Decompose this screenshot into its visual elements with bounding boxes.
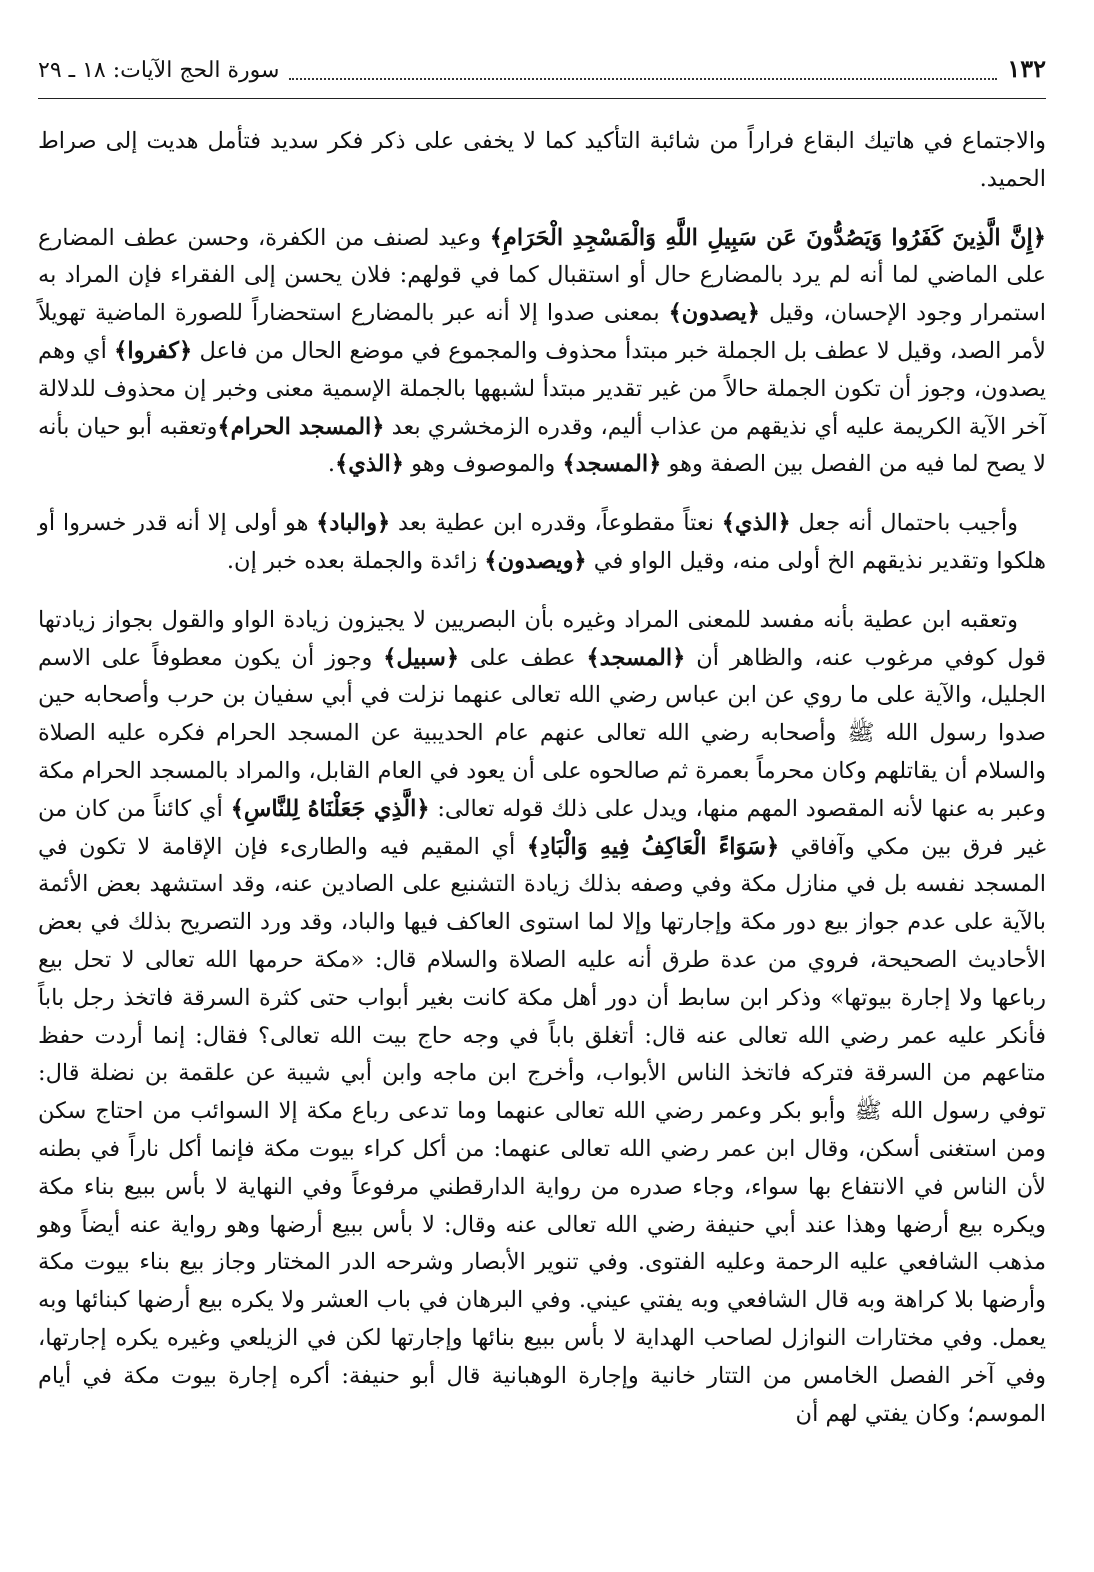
running-header <box>38 52 1046 99</box>
commentary-text: وأجيب باحتمال أنه جعل <box>790 510 1018 537</box>
quran-quote: ﴿والباد﴾ <box>316 510 391 537</box>
quran-quote: ﴿الذي﴾ <box>335 451 404 478</box>
commentary-text: هو أولى إلا أنه قدر خسروا أو هلكوا وتقدير نذيقهم الخ أولى منه، وقيل الواو في <box>38 510 1046 574</box>
quran-quote: ﴿سبيل﴾ <box>383 644 460 671</box>
commentary-text: وتعقبه أبو حيان بأنه لا يصح لما فيه من الفصل بين الصفة وهو <box>38 413 1046 478</box>
leader-dots <box>289 64 997 80</box>
commentary-text: وعيد لصنف من الكفرة، وحسن عطف المضارع على الماضي لما أنه لم يرد بالمضارع حال أو استقبال كما في قولهم: فلان يحسن إلى الفقراء فإن المراد به استمرار وجود الإحسان، وقيل <box>38 224 1046 327</box>
page <box>38 52 1046 1552</box>
commentary-text: . <box>327 451 336 478</box>
quran-quote: ﴿ويصدون﴾ <box>484 547 587 574</box>
quran-quote: ﴿الَّذِي جَعَلْنَاهُ لِلنَّاسِ﴾ <box>230 795 430 822</box>
body-text <box>38 123 1046 1433</box>
commentary-text: والموصوف وهو <box>403 451 563 478</box>
commentary-text: وجوز أن يكون معطوفاً على الاسم الجليل، والآية على ما روي عن ابن عباس رضي الله تعالى عنهما نزلت في أبي سفيان بن حرب وأصحابه حين صدوا رسول الله ﷺ وأصحابه رضي الله تعالى عنهم عام الحديبية عن المسجد الحرام فكره عليه الصلاة والسلام أن يقاتلهم وكان محرماً بعمرة ثم صالحوه على أن يعود في العام القابل، والمراد بالمسجد الحرام مكة وعبر به عنها لأنه المقصود المهم منها، ويدل على ذلك قوله تعالى: <box>38 644 1046 822</box>
commentary-text: وتعقبه ابن عطية بأنه مفسد للمعنى المراد وغيره بأن البصريين لا يجيزون زيادة الواو والقول بجواز زيادتها قول كوفي مرغوب عنه، والظاهر أن <box>38 606 1047 671</box>
running-title: سورة الحج الآيات: ١٨ ـ ٢٩ <box>38 58 280 83</box>
quran-quote: ﴿المسجد﴾ <box>586 644 686 671</box>
commentary-text: أي كائناً من كان من غير فرق بين مكي وآفاقي <box>38 795 1046 860</box>
commentary-text: والاجتماع في هاتيك البقاع فراراً من شائبة التأكيد كما لا يخفى على ذكر فكر سديد فتأمل هديت إلى صراط الحميد. <box>38 128 1046 192</box>
paragraph <box>38 123 1046 199</box>
quran-quote: ﴿المسجد الحرام﴾ <box>217 413 385 440</box>
commentary-text: نعتاً مقطوعاً، وقدره ابن عطية بعد <box>390 510 722 537</box>
commentary-text: أي المقيم فيه والطارىء فإن الإقامة لا تكون في المسجد نفسه بل في منازل مكة وفي وصفه بذلك زيادة التشنيع على الصادين عنه، وقد استشهد بعض الأئمة بالآية على عدم جواز بيع دور مكة وإجارتها وإلا لما استوى العاكف فيها والباد، وقد ورد التصريح بذلك في بعض الأحاديث الصحيحة، فروي من عدة طرق أنه عليه الصلاة والسلام قال: «مكة حرمها الله تعالى لا تحل بيع رباعها ولا إجارة بيوتها» وذكر ابن سابط أن دور أهل مكة كانت بغير أبواب حتى كثرة السرقة فاتخذ رجل باباً فأنكر عليه عمر رضي الله تعالى عنه قال: أتغلق باباً في وجه حاج بيت الله تعالى؟ فقال: إنما أردت حفظ متاعهم من السرقة فتركه فاتخذ الناس الأبواب، وأخرج ابن ماجه وابن أبي شيبة عن علقمة بن نضلة قال: توفي رسول الله ﷺ وأبو بكر وعمر رضي الله تعالى عنهما وما تدعى رباع مكة إلا السوائب من احتاج سكن ومن استغنى أسكن، وقال ابن عمر رضي الله تعالى عنهما: من أكل كراء بيوت مكة فإنما أكل ناراً في بطنه لأن الناس في الانتفاع بها سواء، وجاء صدره من رواية الدارقطني مرفوعاً وفي النهاية لا بأس ببيع بناء مكة ويكره بيع أرضها وهذا عند أبي حنيفة رضي الله تعالى عنه وقال: لا بأس ببيع أرضها وهو رواية عنه أيضاً وهو مذهب الشافعي عليه الرحمة وعليه الفتوى. وفي تنوير الأبصار وشرحه الدر المختار وجاز بيع بناء بيوت مكة وأرضها بلا كراهة وبه قال الشافعي وبه يفتي عيني. وفي البرهان في باب العشر ولا يكره بيع أرضها كبنائها وبه يعمل. وفي مختارات النوازل لصاحب الهداية لا بأس ببيع بنائها وإجارتها لكن في الزيلعي وغيره يكره إجارتها، وفي آخر الفصل الخامس من التتار خانية وإجارة الوهبانية قال أبو حنيفة: أكره إجارة بيوت مكة في أيام الموسم؛ وكان يفتي لهم أن <box>38 833 1046 1427</box>
quran-quote: ﴿سَوَاءً الْعَاكِفُ فِيهِ وَالْبَادِ﴾ <box>526 833 780 860</box>
quran-quote: ﴿المسجد﴾ <box>562 451 662 478</box>
commentary-text: بمعنى صدوا إلا أنه عبر بالمضارع استحضاراً للصورة الماضية تهويلاً لأمر الصد، وقيل لا عطف بل الجملة خبر مبتدأ محذوف والمجموع في موضع الحال من فاعل <box>38 300 1046 364</box>
paragraph <box>38 505 1046 581</box>
commentary-text: عطف على <box>459 644 587 671</box>
page-number: ١٣٢ <box>1007 54 1046 83</box>
quran-quote: ﴿كفروا﴾ <box>114 337 193 364</box>
commentary-text: زائدة والجملة بعده خبر إن. <box>226 547 485 574</box>
paragraph <box>38 220 1046 485</box>
quran-quote: ﴿يصدون﴾ <box>668 300 760 327</box>
quran-quote: ﴿إِنَّ الَّذِينَ كَفَرُوا وَيَصُدُّونَ عَن سَبِيلِ اللَّهِ وَالْمَسْجِدِ الْحَرَامِ﴾ <box>489 224 1046 251</box>
commentary-text: أي وهم يصدون، وجوز أن تكون الجملة حالاً من غير تقدير مبتدأ لشبهها بالجملة الإسمية معنى وخبر إن محذوف للدلالة آخر الآية الكريمة عليه أي نذيقهم من عذاب أليم، وقدره الزمخشري بعد <box>38 337 1046 440</box>
quran-quote: ﴿الذي﴾ <box>721 510 791 537</box>
paragraph <box>38 602 1046 1434</box>
